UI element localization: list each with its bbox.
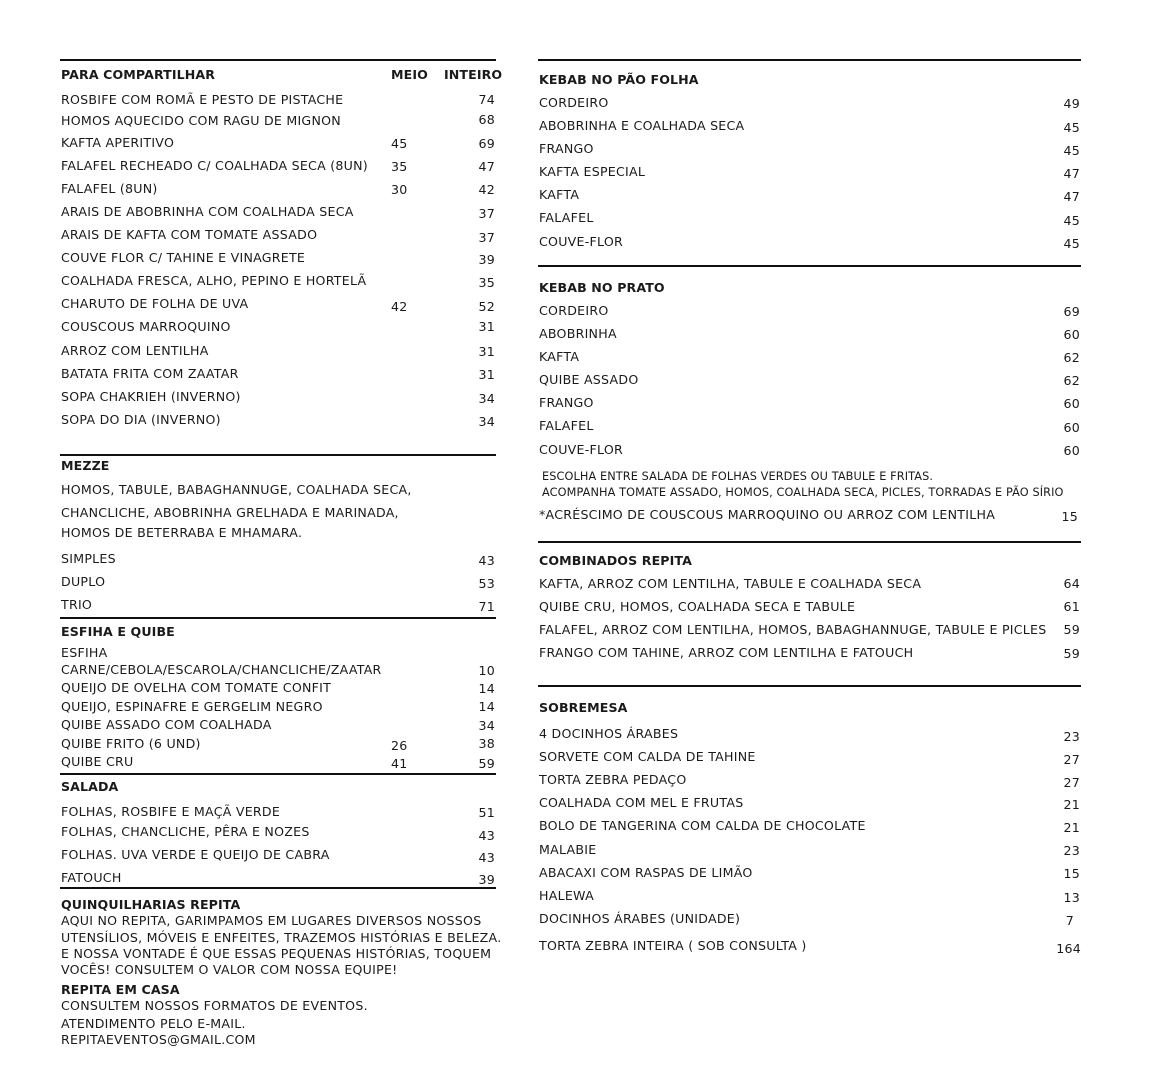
divider bbox=[538, 265, 1081, 267]
section-title-quinquilharias: QUINQUILHARIAS REPITA bbox=[61, 897, 241, 912]
menu-item-price: 34 bbox=[478, 718, 495, 733]
subsection-title: ESFIHA bbox=[61, 645, 108, 660]
menu-item-name: KAFTA APERITIVO bbox=[61, 135, 175, 150]
divider bbox=[60, 773, 496, 775]
menu-item-price: 14 bbox=[478, 681, 495, 696]
menu-item-name: FALAFEL RECHEADO C/ COALHADA SECA (8UN) bbox=[61, 158, 368, 173]
menu-item-name: FALAFEL bbox=[539, 418, 594, 433]
menu-item-price: 69 bbox=[478, 136, 495, 151]
kebab-note: ESCOLHA ENTRE SALADA DE FOLHAS VERDES OU TABULE E FRITAS. bbox=[542, 470, 934, 483]
menu-item-price: 68 bbox=[478, 112, 495, 127]
mezze-description-line: HOMOS, TABULE, BABAGHANNUGE, COALHADA SECA, bbox=[61, 482, 412, 497]
menu-item-price: 42 bbox=[478, 182, 495, 197]
menu-item-price: 47 bbox=[1063, 189, 1080, 204]
divider bbox=[60, 617, 496, 619]
menu-item-name: SIMPLES bbox=[61, 551, 116, 566]
menu-item-price: 35 bbox=[478, 275, 495, 290]
menu-item-price: 27 bbox=[1063, 775, 1080, 790]
kebab-note: ACOMPANHA TOMATE ASSADO, HOMOS, COALHADA SECA, PICLES, TORRADAS E PÃO SÍRIO bbox=[542, 486, 1064, 499]
menu-item-price: 62 bbox=[1063, 373, 1080, 388]
divider bbox=[60, 59, 496, 61]
menu-item-price: 23 bbox=[1063, 843, 1080, 858]
menu-item-price: 15 bbox=[1063, 866, 1080, 881]
menu-item-name: KAFTA, ARROZ COM LENTILHA, TABULE E COALHADA SECA bbox=[539, 576, 922, 591]
menu-item-price: 49 bbox=[1063, 96, 1080, 111]
menu-item-name: TORTA ZEBRA PEDAÇO bbox=[539, 772, 687, 787]
paragraph-line: CONSULTEM NOSSOS FORMATOS DE EVENTOS. bbox=[61, 998, 368, 1013]
menu-item-price: 60 bbox=[1063, 327, 1080, 342]
section-title-kebab-prato: KEBAB NO PRATO bbox=[539, 280, 665, 295]
menu-item-name: FALAFEL (8UN) bbox=[61, 181, 158, 196]
menu-item-price: 45 bbox=[1063, 120, 1080, 135]
menu-item-name: COALHADA FRESCA, ALHO, PEPINO E HORTELÃ bbox=[61, 273, 367, 288]
menu-item-price: 45 bbox=[1063, 213, 1080, 228]
menu-item-name: ARAIS DE ABOBRINHA COM COALHADA SECA bbox=[61, 204, 354, 219]
menu-item-name: KAFTA bbox=[539, 349, 580, 364]
menu-item-price: 10 bbox=[478, 663, 495, 678]
menu-item-name: FOLHAS, CHANCLICHE, PÊRA E NOZES bbox=[61, 824, 310, 839]
menu-item-half-price: 35 bbox=[391, 159, 408, 174]
section-title-sobremesa: SOBREMESA bbox=[539, 700, 628, 715]
menu-item-name: FATOUCH bbox=[61, 870, 122, 885]
menu-item-price: 45 bbox=[1063, 236, 1080, 251]
menu-item-price: 21 bbox=[1063, 820, 1080, 835]
section-title-esfiha: ESFIHA E QUIBE bbox=[61, 624, 175, 639]
menu-item-name: ABOBRINHA bbox=[539, 326, 617, 341]
section-title-compartilhar: PARA COMPARTILHAR bbox=[61, 67, 216, 82]
menu-item-price: 71 bbox=[478, 599, 495, 614]
menu-item-name: QUEIJO DE OVELHA COM TOMATE CONFIT bbox=[61, 680, 332, 695]
menu-item-name: FOLHAS, ROSBIFE E MAÇÃ VERDE bbox=[61, 804, 281, 819]
menu-item-price: 43 bbox=[478, 850, 495, 865]
menu-item-name: FRANGO bbox=[539, 395, 594, 410]
menu-item-name: FALAFEL bbox=[539, 210, 594, 225]
menu-item-name: ARAIS DE KAFTA COM TOMATE ASSADO bbox=[61, 227, 318, 242]
menu-item-name: KAFTA bbox=[539, 187, 580, 202]
menu-item-name: FRANGO COM TAHINE, ARROZ COM LENTILHA E FATOUCH bbox=[539, 645, 914, 660]
menu-item-name: ABACAXI COM RASPAS DE LIMÃO bbox=[539, 865, 753, 880]
menu-item-name: *ACRÉSCIMO DE COUSCOUS MARROQUINO OU ARROZ COM LENTILHA bbox=[539, 507, 996, 522]
menu-item-price: 37 bbox=[478, 230, 495, 245]
menu-item-price: 34 bbox=[478, 414, 495, 429]
menu-item-price: 13 bbox=[1063, 890, 1080, 905]
mezze-description-line: CHANCLICHE, ABOBRINHA GRELHADA E MARINADA, bbox=[61, 505, 399, 520]
menu-item-price: 43 bbox=[478, 553, 495, 568]
menu-item-name: BOLO DE TANGERINA COM CALDA DE CHOCOLATE bbox=[539, 818, 866, 833]
menu-item-price: 74 bbox=[478, 92, 495, 107]
menu-item-price: 47 bbox=[1063, 166, 1080, 181]
paragraph-line: ATENDIMENTO PELO E-MAIL. bbox=[61, 1016, 246, 1031]
menu-item-name: TORTA ZEBRA INTEIRA ( SOB CONSULTA ) bbox=[539, 938, 807, 953]
menu-item-price: 39 bbox=[478, 252, 495, 267]
menu-item-price: 69 bbox=[1063, 304, 1080, 319]
menu-item-price: 7 bbox=[1065, 913, 1074, 928]
menu-item-price: 61 bbox=[1063, 599, 1080, 614]
menu-item-price: 21 bbox=[1063, 797, 1080, 812]
email-address: REPITAEVENTOS@GMAIL.COM bbox=[61, 1032, 256, 1047]
menu-item-name: SOPA CHAKRIEH (INVERNO) bbox=[61, 389, 241, 404]
menu-item-price: 31 bbox=[478, 367, 495, 382]
menu-item-name: QUIBE ASSADO COM COALHADA bbox=[61, 717, 272, 732]
menu-item-price: 45 bbox=[1063, 143, 1080, 158]
menu-item-name: TRIO bbox=[61, 597, 93, 612]
menu-item-price: 59 bbox=[1063, 646, 1080, 661]
menu-item-name: HALEWA bbox=[539, 888, 594, 903]
divider bbox=[538, 685, 1081, 687]
divider bbox=[538, 59, 1081, 61]
menu-item-half-price: 42 bbox=[391, 299, 408, 314]
menu-item-price: 27 bbox=[1063, 752, 1080, 767]
divider bbox=[60, 887, 496, 889]
menu-item-name: QUIBE FRITO (6 UND) bbox=[61, 736, 201, 751]
menu-item-half-price: 30 bbox=[391, 182, 408, 197]
column-header-inteiro: INTEIRO bbox=[444, 67, 503, 82]
paragraph-line: AQUI NO REPITA, GARIMPAMOS EM LUGARES DIVERSOS NOSSOS bbox=[61, 913, 482, 928]
menu-item-name: COUVE-FLOR bbox=[539, 234, 624, 249]
paragraph-line: VOCÊS! CONSULTEM O VALOR COM NOSSA EQUIPE! bbox=[61, 962, 398, 977]
menu-item-price: 43 bbox=[478, 828, 495, 843]
menu-item-price: 60 bbox=[1063, 420, 1080, 435]
menu-item-name: COUSCOUS MARROQUINO bbox=[61, 319, 231, 334]
menu-item-price: 23 bbox=[1063, 729, 1080, 744]
menu-item-price: 38 bbox=[478, 736, 495, 751]
menu-item-price: 62 bbox=[1063, 350, 1080, 365]
menu-item-name: ABOBRINHA E COALHADA SECA bbox=[539, 118, 745, 133]
mezze-description-line: HOMOS DE BETERRABA E MHAMARA. bbox=[61, 525, 303, 540]
menu-item-price: 14 bbox=[478, 699, 495, 714]
menu-item-name: COUVE-FLOR bbox=[539, 442, 624, 457]
menu-item-price: 53 bbox=[478, 576, 495, 591]
divider bbox=[60, 454, 496, 456]
section-title-salada: SALADA bbox=[61, 779, 119, 794]
paragraph-line: UTENSÍLIOS, MÓVEIS E ENFEITES, TRAZEMOS HISTÓRIAS E BELEZA. bbox=[61, 930, 502, 945]
menu-item-price: 15 bbox=[1061, 509, 1078, 524]
paragraph-line: E NOSSA VONTADE É QUE ESSAS PEQUENAS HISTÓRIAS, TOQUEM bbox=[61, 946, 492, 961]
menu-item-name: MALABIE bbox=[539, 842, 597, 857]
menu-item-name: CARNE/CEBOLA/ESCAROLA/CHANCLICHE/ZAATAR bbox=[61, 662, 382, 677]
menu-item-name: BATATA FRITA COM ZAATAR bbox=[61, 366, 239, 381]
menu-item-price: 31 bbox=[478, 319, 495, 334]
menu-item-name: 4 DOCINHOS ÁRABES bbox=[539, 726, 679, 741]
menu-item-price: 164 bbox=[1056, 941, 1081, 956]
menu-item-price: 31 bbox=[478, 344, 495, 359]
menu-item-price: 60 bbox=[1063, 396, 1080, 411]
menu-item-name: QUIBE CRU bbox=[61, 754, 134, 769]
menu-item-price: 59 bbox=[478, 756, 495, 771]
menu-item-name: CHARUTO DE FOLHA DE UVA bbox=[61, 296, 249, 311]
menu-item-name: QUIBE CRU, HOMOS, COALHADA SECA E TABULE bbox=[539, 599, 856, 614]
divider bbox=[538, 541, 1081, 543]
menu-item-price: 64 bbox=[1063, 576, 1080, 591]
menu-item-name: COALHADA COM MEL E FRUTAS bbox=[539, 795, 744, 810]
menu-item-name: CORDEIRO bbox=[539, 303, 609, 318]
menu-item-name: ROSBIFE COM ROMÃ E PESTO DE PISTACHE bbox=[61, 92, 344, 107]
menu-item-price: 37 bbox=[478, 206, 495, 221]
menu-item-price: 60 bbox=[1063, 443, 1080, 458]
column-header-meio: MEIO bbox=[391, 67, 428, 82]
menu-item-name: ARROZ COM LENTILHA bbox=[61, 343, 209, 358]
menu-item-half-price: 41 bbox=[391, 756, 408, 771]
menu-item-price: 34 bbox=[478, 391, 495, 406]
menu-item-half-price: 45 bbox=[391, 136, 408, 151]
menu-item-name: FRANGO bbox=[539, 141, 594, 156]
menu-item-name: FALAFEL, ARROZ COM LENTILHA, HOMOS, BABAGHANNUGE, TABULE E PICLES bbox=[539, 622, 1047, 637]
section-title-mezze: MEZZE bbox=[61, 458, 110, 473]
menu-item-name: DUPLO bbox=[61, 574, 106, 589]
section-title-combinados: COMBINADOS REPITA bbox=[539, 553, 692, 568]
section-title-kebab-pao: KEBAB NO PÃO FOLHA bbox=[539, 72, 699, 87]
menu-item-name: HOMOS AQUECIDO COM RAGU DE MIGNON bbox=[61, 113, 341, 128]
menu-item-name: QUEIJO, ESPINAFRE E GERGELIM NEGRO bbox=[61, 699, 323, 714]
menu-item-price: 51 bbox=[478, 805, 495, 820]
menu-item-name: FOLHAS. UVA VERDE E QUEIJO DE CABRA bbox=[61, 847, 330, 862]
menu-item-price: 59 bbox=[1063, 622, 1080, 637]
menu-item-name: SORVETE COM CALDA DE TAHINE bbox=[539, 749, 756, 764]
menu-item-name: SOPA DO DIA (INVERNO) bbox=[61, 412, 221, 427]
menu-item-price: 47 bbox=[478, 159, 495, 174]
menu-item-half-price: 26 bbox=[391, 738, 408, 753]
menu-item-name: CORDEIRO bbox=[539, 95, 609, 110]
menu-item-name: KAFTA ESPECIAL bbox=[539, 164, 646, 179]
menu-item-name: COUVE FLOR C/ TAHINE E VINAGRETE bbox=[61, 250, 306, 265]
menu-item-price: 39 bbox=[478, 872, 495, 887]
section-title-repita-em-casa: REPITA EM CASA bbox=[61, 982, 180, 997]
menu-item-name: QUIBE ASSADO bbox=[539, 372, 639, 387]
menu-item-price: 52 bbox=[478, 299, 495, 314]
menu-item-name: DOCINHOS ÁRABES (UNIDADE) bbox=[539, 911, 741, 926]
